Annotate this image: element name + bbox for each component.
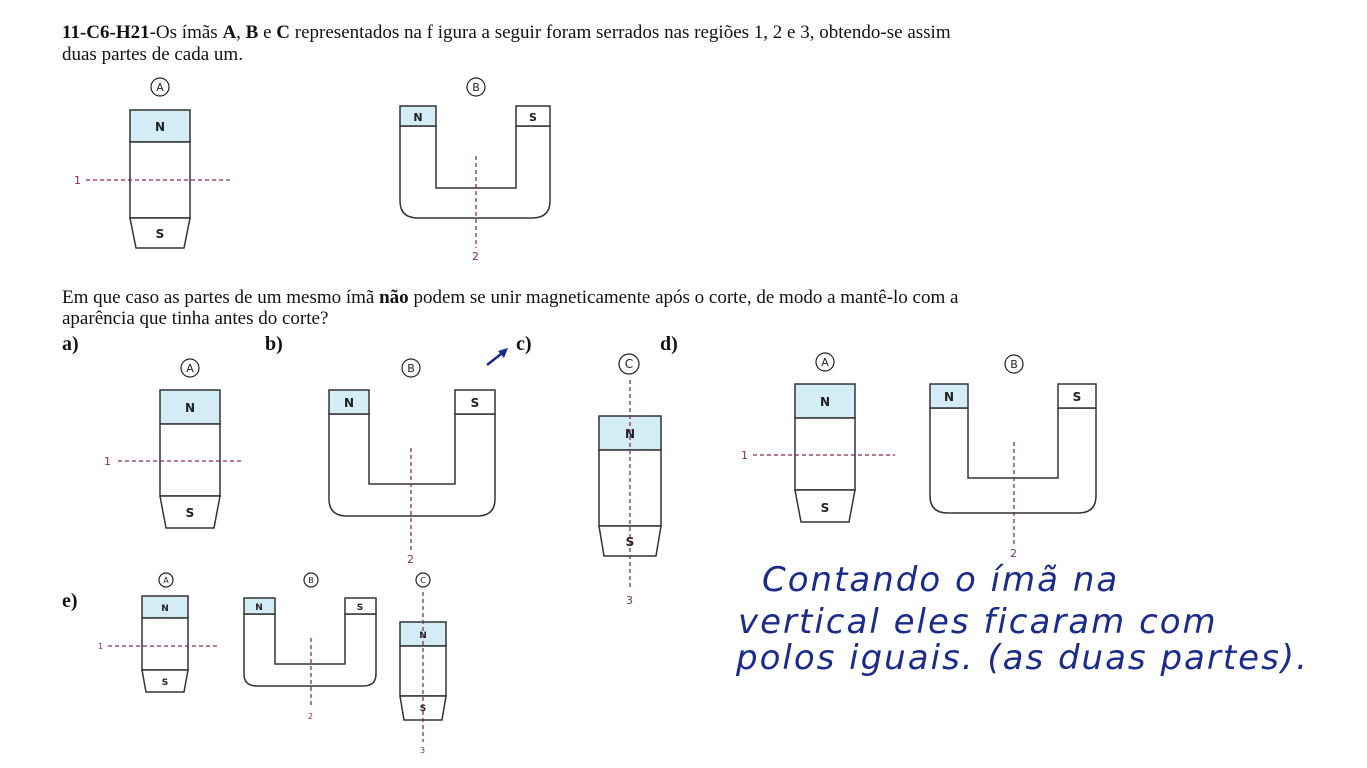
pole-n-label: N bbox=[161, 604, 169, 614]
option-d-magnet-a bbox=[735, 350, 900, 530]
cut-label-3: 3 bbox=[626, 594, 633, 607]
pole-s-label: S bbox=[529, 111, 537, 124]
magnet-b-letter: B bbox=[472, 81, 480, 94]
cut-label-1: 1 bbox=[74, 174, 81, 187]
magnet-b-letter: B bbox=[1010, 358, 1018, 371]
option-b-label: b) bbox=[265, 333, 283, 355]
magnet-b-body bbox=[329, 414, 495, 516]
question-intro: 11-C6-H21-Os ímãs A, B e C representados na f igura a seguir foram serrados nas regiões 1, 2 e 3, obtendo-se assim bbox=[62, 22, 951, 43]
question-intro-line2: duas partes de cada um. bbox=[62, 44, 243, 65]
pole-n-label: N bbox=[154, 120, 166, 134]
option-a-magnet-a bbox=[100, 356, 250, 536]
cut-label-2: 2 bbox=[407, 553, 414, 566]
cut-label-1: 1 bbox=[741, 449, 748, 462]
magnet-b-body bbox=[244, 614, 376, 686]
option-b-magnet-b bbox=[327, 356, 499, 568]
magnet-c-letter: C bbox=[624, 357, 634, 371]
cut-label-3: 3 bbox=[420, 746, 426, 755]
pole-n-label: N bbox=[343, 396, 355, 410]
magnet-b-body bbox=[930, 408, 1096, 513]
figure-top-magnet-b bbox=[398, 76, 558, 262]
magnet-a-letter: A bbox=[156, 81, 164, 94]
cut-label-2: 2 bbox=[308, 712, 314, 721]
pole-n-label: N bbox=[419, 631, 427, 641]
question-prompt: Em que caso as partes de um mesmo ímã não podem se unir magneticamente após o corte, de modo a mantê-lo com a bbox=[62, 287, 959, 308]
pole-s-label: S bbox=[185, 506, 195, 520]
pole-n-label: N bbox=[413, 111, 423, 124]
magnet-a-letter: A bbox=[821, 356, 829, 369]
pole-n-label: N bbox=[624, 427, 636, 441]
option-d-magnet-b bbox=[928, 350, 1100, 562]
pole-n-label: N bbox=[255, 603, 263, 613]
pole-s-label: S bbox=[820, 501, 830, 515]
pole-s-label: S bbox=[356, 603, 364, 613]
cut-label-2: 2 bbox=[472, 250, 479, 263]
cut-label-1: 1 bbox=[104, 455, 111, 468]
magnet-b-letter: B bbox=[308, 576, 314, 585]
option-e-magnet-c bbox=[398, 570, 450, 758]
pole-n-label: N bbox=[184, 401, 196, 415]
magnet-a-body bbox=[142, 618, 188, 670]
option-c-magnet-c bbox=[596, 350, 666, 612]
pole-s-label: S bbox=[419, 704, 427, 714]
question-prompt-line2: aparência que tinha antes do corte? bbox=[62, 308, 329, 329]
option-d-label: d) bbox=[660, 333, 678, 355]
magnet-a-letter: A bbox=[163, 576, 169, 585]
option-e-label: e) bbox=[62, 590, 78, 612]
pole-s-label: S bbox=[161, 678, 169, 688]
magnet-b-body bbox=[400, 126, 550, 218]
cut-label-1: 1 bbox=[98, 642, 104, 651]
magnet-a-letter: A bbox=[186, 362, 194, 375]
pole-n-label: N bbox=[943, 390, 955, 404]
magnet-c-letter: C bbox=[420, 576, 426, 585]
option-c-label: c) bbox=[516, 333, 532, 355]
pole-s-label: S bbox=[155, 227, 165, 241]
handwritten-note-line3: polos iguais. (as duas partes). bbox=[736, 638, 1309, 678]
pole-n-label: N bbox=[819, 395, 831, 409]
pole-s-label: S bbox=[625, 535, 635, 549]
pole-s-label: S bbox=[1072, 390, 1082, 404]
option-e-magnet-b bbox=[243, 570, 379, 720]
magnet-a-body bbox=[160, 424, 220, 496]
cut-label-2: 2 bbox=[1010, 547, 1017, 560]
pole-s-label: S bbox=[470, 396, 480, 410]
handwritten-note-line2: vertical eles ficaram com bbox=[738, 602, 1218, 642]
handwritten-note-line1: Contando o ímã na bbox=[762, 560, 1120, 600]
magnet-a-body bbox=[795, 418, 855, 490]
figure-top-magnet-a bbox=[70, 76, 240, 256]
option-a-label: a) bbox=[62, 333, 79, 355]
magnet-b-letter: B bbox=[407, 362, 415, 375]
option-e-magnet-a bbox=[94, 570, 224, 700]
